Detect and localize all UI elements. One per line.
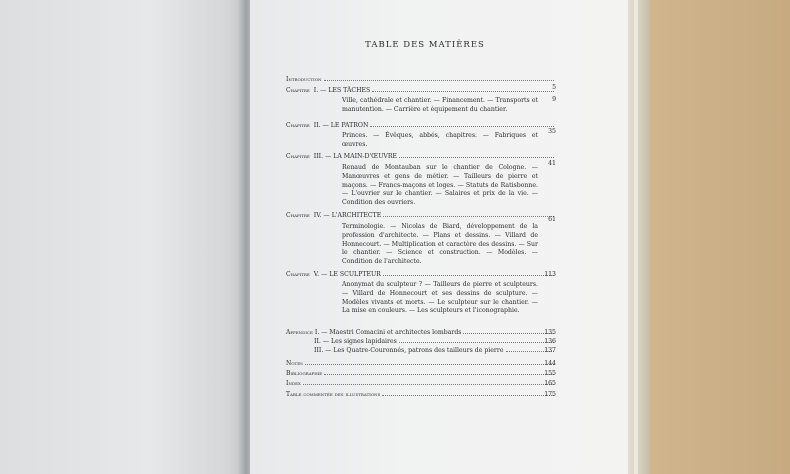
chapter-description: Terminologie. — Nicolas de Biard, développement de la profession d'architecte. — Plans et dessins. — Villard de Honnecourt. — Multiplication et caractère des dessins. — Sur le chantier. — Science et construction. — Modèles. — Condition de l'architecte. [342, 223, 538, 266]
chapter-number: V. [313, 271, 320, 278]
toc-label: Notes [286, 360, 303, 367]
chapter-number: I. [313, 87, 319, 94]
chapter-description: Anonymat du sculpteur ? — Tailleurs de pierre et sculpteurs. — Villard de Honnecourt et ses dessins de sculpture. — Modèles vivants et morts. — Le sculpteur sur le chantier. — La mise en couleurs. — Les sculpteurs et l'iconographie. [342, 281, 538, 315]
dot-leader [370, 126, 554, 127]
toc-label: Chapitre [286, 122, 310, 129]
toc-label: Appendice [286, 329, 313, 336]
page-number: 5 [552, 84, 556, 91]
chapter-description: Ville, cathédrale et chantier. — Financement. — Transports et manutention. — Carrière et équipement du chantier. [342, 97, 538, 113]
page-number: 113 [544, 271, 556, 278]
chapter-description: Princes. — Évêques, abbés, chapitres. — Fabriques et œuvres. [342, 132, 538, 148]
dot-leader [383, 275, 554, 276]
chapter-heading: — LA MAIN-D'ŒUVRE [325, 153, 398, 160]
chapter-number: II. [313, 122, 321, 129]
toc-label: Chapitre [286, 87, 310, 94]
chapter-heading: — LES TÂCHES [320, 87, 371, 94]
appendix-number: II. [314, 338, 321, 345]
appendix-title: — Les signes lapidaires [322, 338, 397, 345]
toc-label: Introduction [286, 76, 322, 83]
dot-leader [382, 395, 554, 396]
appendix-title: — Maestri Comacini et architectes lombards [321, 329, 462, 336]
chapter-heading: — LE PATRON [322, 122, 369, 129]
toc-label: Bibliographie [286, 370, 323, 377]
page-number: 136 [544, 338, 556, 345]
dot-leader [324, 374, 554, 375]
dot-leader [303, 384, 554, 385]
dot-leader [463, 333, 554, 334]
toc-line-appendix-2 [314, 338, 556, 346]
dot-leader [305, 364, 554, 365]
toc-line-chapter-4 [286, 212, 556, 220]
toc-line-chapter-5 [286, 271, 556, 279]
toc-label: Table commentée des illustrations [286, 391, 381, 398]
appendix-title: — Les Quatre-Couronnés, patrons des tailleurs de pierre [325, 347, 504, 354]
appendix-number: I. [314, 329, 320, 336]
dot-leader [383, 216, 554, 217]
page-number: 155 [544, 370, 556, 377]
page-number: 61 [548, 216, 556, 223]
page-number: 9 [552, 96, 556, 103]
dot-leader [399, 157, 554, 158]
chapter-heading: — L'ARCHITECTE [323, 212, 382, 219]
toc-line-illustrations [286, 391, 556, 399]
dot-leader [372, 91, 554, 92]
toc-line-chapter-1 [286, 87, 556, 95]
toc-line-chapter-3 [286, 153, 556, 161]
page-number: 175 [544, 391, 556, 398]
toc-line-appendix-1 [286, 329, 556, 337]
left-page [0, 0, 248, 474]
page-number: 165 [544, 380, 556, 387]
page-number: 137 [544, 347, 556, 354]
page-number: 144 [544, 360, 556, 367]
toc-label: Index [286, 380, 301, 387]
page-number: 135 [544, 329, 556, 336]
appendix-number: III. [314, 347, 324, 354]
page-number: 35 [548, 128, 556, 135]
toc-line-notes [286, 360, 556, 368]
chapter-heading: — LE SCULPTEUR [321, 271, 381, 278]
chapter-description: Renaud de Montauban sur le chantier de Cologne. — Manœuvres et gens de métier. — Tailleurs de pierre et maçons. — Francs-maçons et loges. — Statuts de Ratisbonne. — L'ouvrier sur le chantier. — Salaires et prix de la vie. — Condition des ouvriers. [342, 164, 538, 207]
chapter-number: IV. [313, 212, 322, 219]
toc-line-index [286, 380, 556, 388]
toc-label: Chapitre [286, 271, 310, 278]
right-page [250, 0, 628, 474]
toc-line-introduction [286, 76, 556, 84]
toc-line-chapter-2 [286, 122, 556, 130]
toc-line-appendix-3 [314, 347, 556, 355]
dot-leader [399, 342, 554, 343]
toc-label: Chapitre [286, 212, 310, 219]
chapter-number: III. [313, 153, 324, 160]
toc-label: Chapitre [286, 153, 310, 160]
page-number: 41 [548, 160, 556, 167]
dot-leader [324, 80, 555, 81]
page-title: TABLE DES MATIÈRES [365, 40, 485, 50]
toc-line-bibliographie [286, 370, 556, 378]
